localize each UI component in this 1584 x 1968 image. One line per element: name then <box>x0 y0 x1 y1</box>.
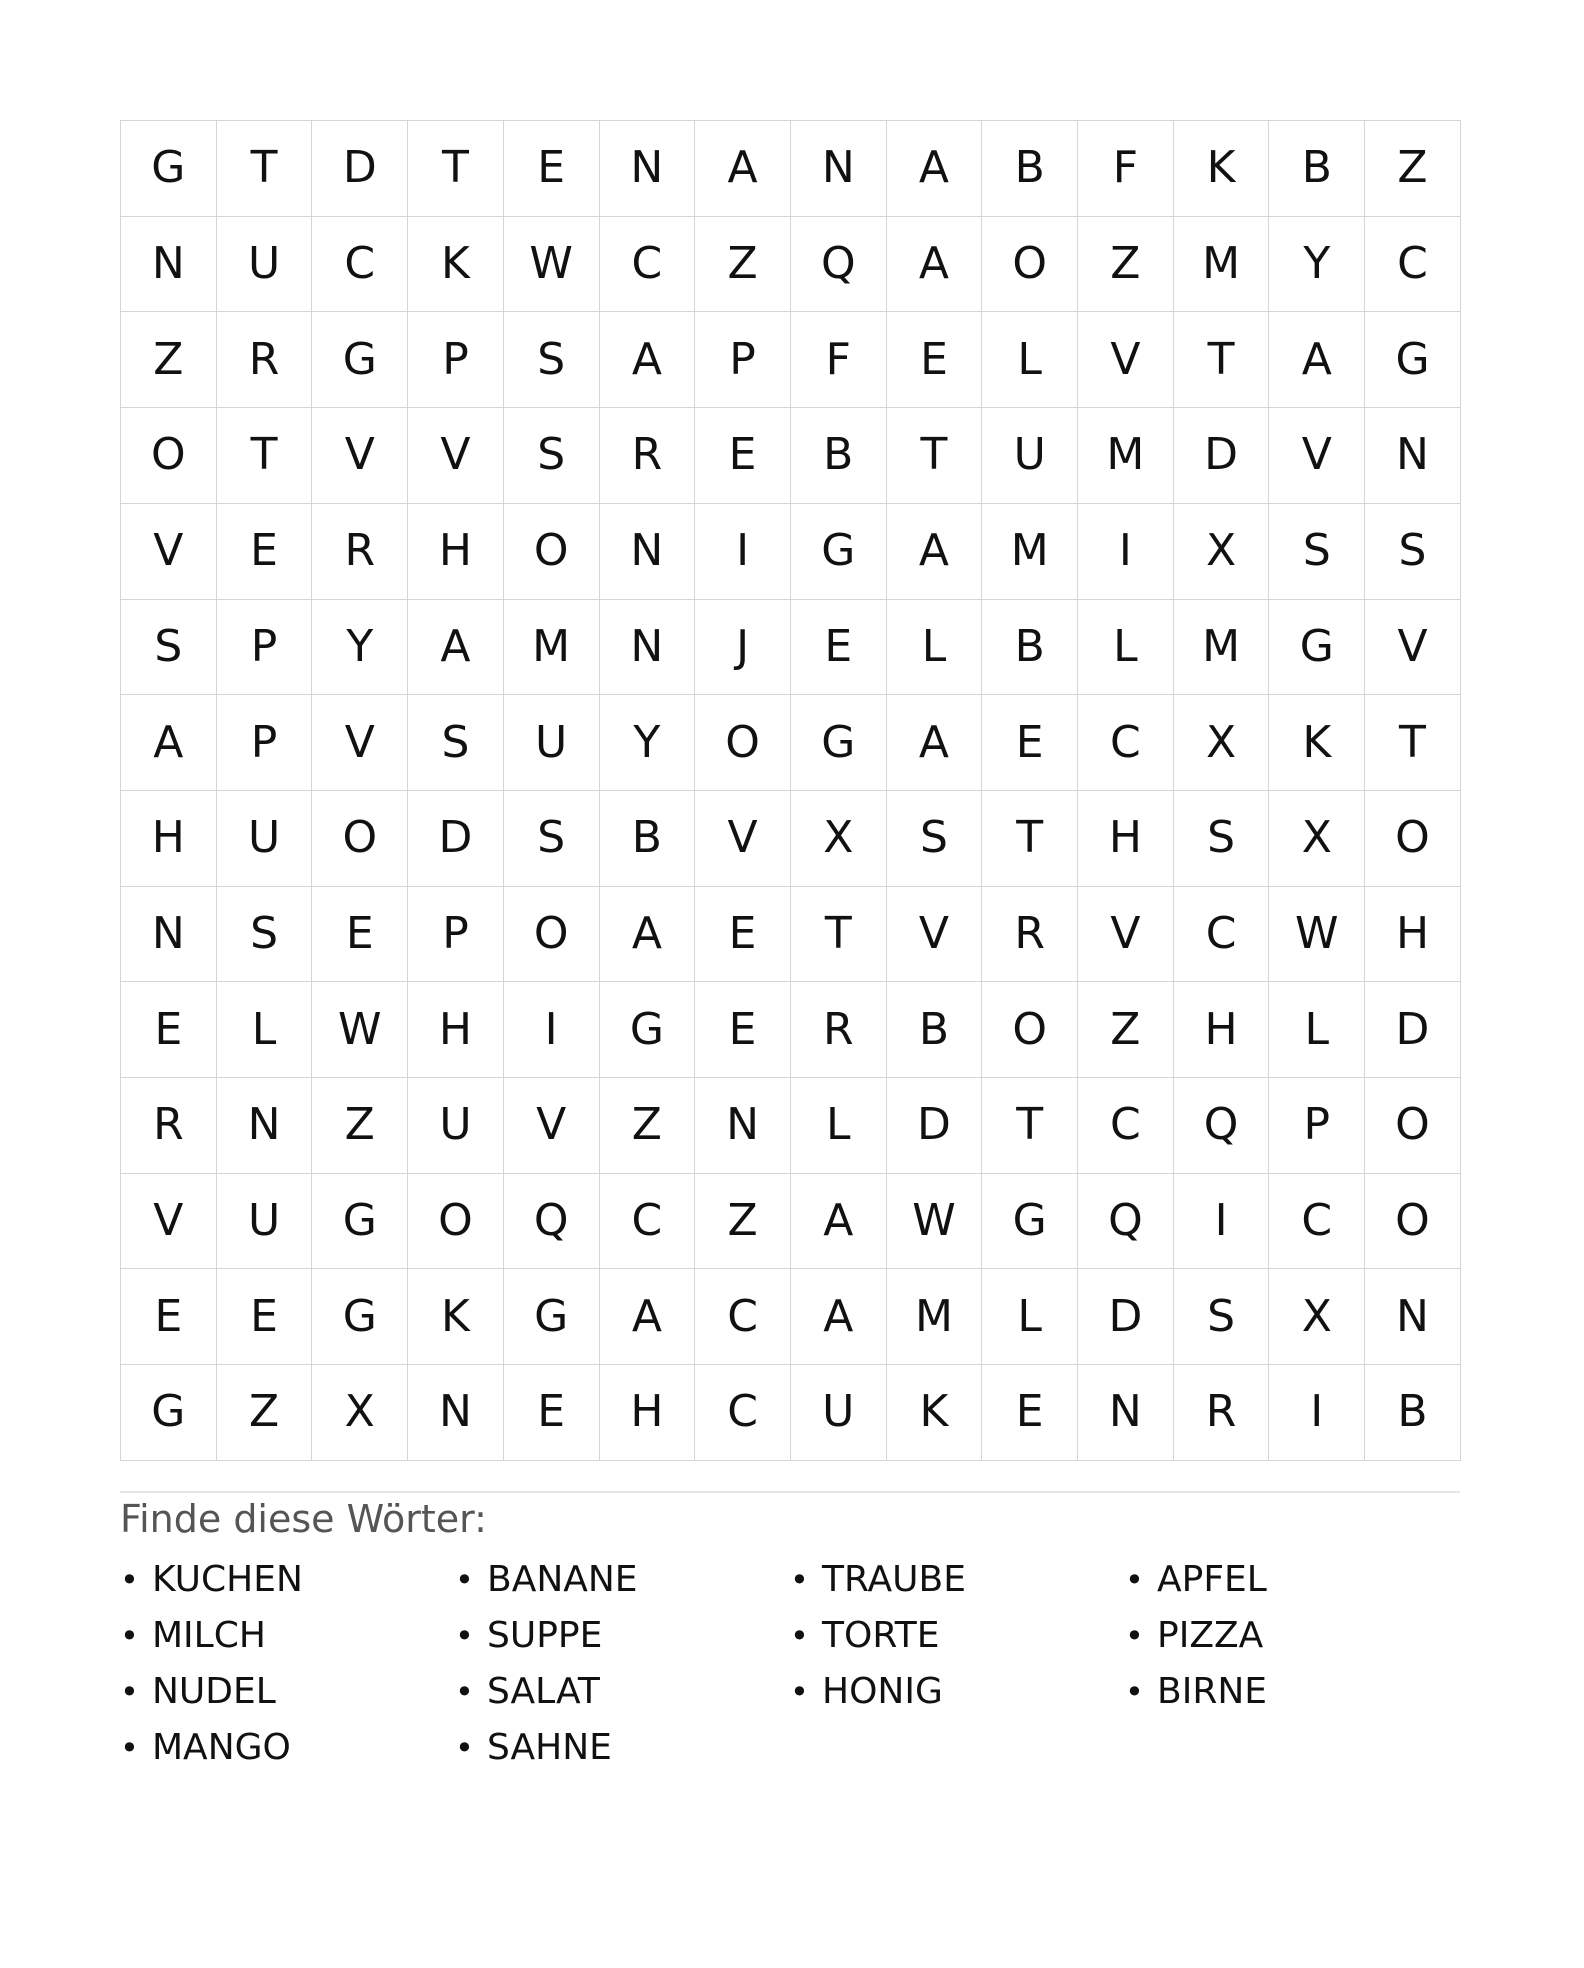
grid-cell[interactable]: R <box>312 504 408 600</box>
grid-cell[interactable]: A <box>791 1174 887 1270</box>
grid-cell[interactable]: O <box>121 408 217 504</box>
grid-cell[interactable]: A <box>695 121 791 217</box>
bullet-icon: • <box>1125 1673 1144 1712</box>
grid-cell[interactable]: G <box>982 1174 1078 1270</box>
grid-cell[interactable]: G <box>312 1269 408 1365</box>
grid-cell[interactable]: L <box>1269 982 1365 1078</box>
grid-cell[interactable]: X <box>312 1365 408 1461</box>
grid-cell[interactable]: L <box>217 982 313 1078</box>
grid-cell[interactable]: I <box>1078 504 1174 600</box>
grid-cell[interactable]: A <box>600 312 696 408</box>
grid-cell[interactable]: O <box>982 982 1078 1078</box>
grid-cell[interactable]: E <box>121 1269 217 1365</box>
grid-cell[interactable]: R <box>121 1078 217 1174</box>
grid-cell[interactable]: E <box>121 982 217 1078</box>
grid-cell[interactable]: N <box>121 887 217 983</box>
grid-cell[interactable]: P <box>1269 1078 1365 1174</box>
grid-cell[interactable]: B <box>1365 1365 1461 1461</box>
grid-cell[interactable]: K <box>408 217 504 313</box>
grid-cell[interactable]: N <box>1078 1365 1174 1461</box>
grid-cell[interactable]: E <box>312 887 408 983</box>
bullet-icon: • <box>790 1617 809 1656</box>
grid-cell[interactable]: T <box>1174 312 1270 408</box>
bullet-icon: • <box>790 1561 809 1600</box>
grid-cell[interactable]: P <box>217 600 313 696</box>
grid-cell[interactable]: Z <box>1078 982 1174 1078</box>
grid-cell[interactable]: T <box>887 408 983 504</box>
grid-cell[interactable]: C <box>1078 1078 1174 1174</box>
grid-cell[interactable]: T <box>217 408 313 504</box>
bullet-icon: • <box>1125 1561 1144 1600</box>
word-list-item <box>790 1664 1125 1720</box>
grid-cell[interactable]: N <box>791 121 887 217</box>
grid-cell[interactable]: S <box>504 408 600 504</box>
grid-cell[interactable]: A <box>1269 312 1365 408</box>
grid-cell[interactable]: Q <box>504 1174 600 1270</box>
grid-cell[interactable]: Q <box>791 217 887 313</box>
grid-cell[interactable]: S <box>504 312 600 408</box>
bullet-icon: • <box>120 1673 139 1712</box>
word-label: KUCHEN <box>152 1559 303 1601</box>
word-label: MILCH <box>152 1615 266 1657</box>
word-list <box>120 1552 1460 1776</box>
grid-cell[interactable]: L <box>1078 600 1174 696</box>
grid-cell[interactable]: E <box>504 1365 600 1461</box>
grid-cell[interactable]: R <box>600 408 696 504</box>
grid-cell[interactable]: N <box>121 217 217 313</box>
grid-cell[interactable]: M <box>1174 217 1270 313</box>
grid-cell[interactable]: S <box>217 887 313 983</box>
grid-cell[interactable]: S <box>887 791 983 887</box>
word-list-item <box>120 1720 455 1776</box>
word-label: APFEL <box>1157 1559 1267 1601</box>
grid-cell[interactable]: T <box>982 791 1078 887</box>
grid-cell[interactable]: B <box>600 791 696 887</box>
grid-cell[interactable]: A <box>887 121 983 217</box>
grid-cell[interactable]: M <box>1174 600 1270 696</box>
grid-cell[interactable]: F <box>1078 121 1174 217</box>
grid-cell[interactable]: Y <box>312 600 408 696</box>
grid-cell[interactable]: Y <box>1269 217 1365 313</box>
grid-cell[interactable]: V <box>312 695 408 791</box>
grid-cell[interactable]: J <box>695 600 791 696</box>
word-label: TRAUBE <box>822 1559 966 1601</box>
grid-cell[interactable]: I <box>1174 1174 1270 1270</box>
grid-cell[interactable]: G <box>791 504 887 600</box>
bullet-icon: • <box>790 1673 809 1712</box>
grid-cell[interactable]: P <box>408 312 504 408</box>
grid-cell[interactable]: X <box>1174 695 1270 791</box>
grid-cell[interactable]: P <box>695 312 791 408</box>
grid-cell[interactable]: O <box>312 791 408 887</box>
grid-cell[interactable]: A <box>791 1269 887 1365</box>
grid-cell[interactable]: N <box>1365 408 1461 504</box>
grid-cell[interactable]: O <box>504 887 600 983</box>
grid-cell[interactable]: S <box>121 600 217 696</box>
grid-cell[interactable]: A <box>887 504 983 600</box>
grid-cell[interactable]: N <box>600 504 696 600</box>
grid-cell[interactable]: E <box>695 408 791 504</box>
grid-cell[interactable]: I <box>504 982 600 1078</box>
word-list-item <box>790 1552 1125 1608</box>
bullet-icon: • <box>455 1617 474 1656</box>
grid-cell[interactable]: T <box>791 887 887 983</box>
grid-cell[interactable]: A <box>121 695 217 791</box>
grid-cell[interactable]: V <box>887 887 983 983</box>
grid-cell[interactable]: N <box>600 600 696 696</box>
word-list-item <box>120 1664 455 1720</box>
grid-cell[interactable]: E <box>791 600 887 696</box>
grid-cell[interactable]: S <box>1269 504 1365 600</box>
bullet-icon: • <box>120 1617 139 1656</box>
grid-cell[interactable]: V <box>1269 408 1365 504</box>
grid-cell[interactable]: H <box>121 791 217 887</box>
grid-cell[interactable]: H <box>408 982 504 1078</box>
grid-cell[interactable]: N <box>695 1078 791 1174</box>
grid-cell[interactable]: E <box>695 982 791 1078</box>
grid-cell[interactable]: K <box>1269 695 1365 791</box>
grid-cell[interactable]: S <box>504 791 600 887</box>
grid-cell[interactable]: R <box>982 887 1078 983</box>
grid-cell[interactable]: G <box>121 121 217 217</box>
grid-cell[interactable]: C <box>1269 1174 1365 1270</box>
grid-cell[interactable]: H <box>1365 887 1461 983</box>
divider <box>120 1491 1460 1493</box>
grid-cell[interactable]: C <box>600 1174 696 1270</box>
grid-cell[interactable]: N <box>408 1365 504 1461</box>
grid-cell[interactable]: Y <box>600 695 696 791</box>
grid-cell[interactable]: Q <box>1174 1078 1270 1174</box>
bullet-icon: • <box>455 1561 474 1600</box>
grid-cell[interactable]: V <box>1078 887 1174 983</box>
grid-cell[interactable]: Z <box>1365 121 1461 217</box>
grid-cell[interactable]: W <box>504 217 600 313</box>
grid-cell[interactable]: M <box>887 1269 983 1365</box>
grid-cell[interactable]: G <box>791 695 887 791</box>
grid-cell[interactable]: H <box>1174 982 1270 1078</box>
grid-cell[interactable]: U <box>217 791 313 887</box>
grid-cell[interactable]: A <box>887 217 983 313</box>
word-list-item <box>790 1608 1125 1664</box>
grid-cell[interactable]: N <box>217 1078 313 1174</box>
grid-cell[interactable]: R <box>217 312 313 408</box>
grid-cell[interactable]: M <box>1078 408 1174 504</box>
grid-cell[interactable]: B <box>791 408 887 504</box>
grid-cell[interactable]: G <box>312 1174 408 1270</box>
word-label: SUPPE <box>487 1615 603 1657</box>
grid-cell[interactable]: Q <box>1078 1174 1174 1270</box>
grid-cell[interactable]: E <box>695 887 791 983</box>
word-label: BIRNE <box>1157 1671 1268 1713</box>
grid-cell[interactable]: U <box>217 1174 313 1270</box>
grid-cell[interactable]: A <box>600 1269 696 1365</box>
grid-cell[interactable]: C <box>695 1269 791 1365</box>
word-list-section <box>120 1495 1460 1776</box>
word-list-item <box>1125 1552 1460 1608</box>
grid-cell[interactable]: K <box>887 1365 983 1461</box>
grid-cell[interactable]: I <box>695 504 791 600</box>
grid-cell[interactable]: E <box>504 121 600 217</box>
grid-cell[interactable]: O <box>982 217 1078 313</box>
grid-cell[interactable]: L <box>982 312 1078 408</box>
grid-cell[interactable]: H <box>600 1365 696 1461</box>
word-list-item <box>455 1552 790 1608</box>
grid-cell[interactable]: V <box>1078 312 1174 408</box>
grid-cell[interactable]: O <box>504 504 600 600</box>
grid-cell[interactable]: X <box>791 791 887 887</box>
grid-cell[interactable]: G <box>1365 312 1461 408</box>
grid-cell[interactable]: B <box>1269 121 1365 217</box>
grid-cell[interactable]: G <box>1269 600 1365 696</box>
grid-cell[interactable]: F <box>791 312 887 408</box>
grid-cell[interactable]: B <box>887 982 983 1078</box>
bullet-icon: • <box>1125 1617 1144 1656</box>
grid-cell[interactable]: U <box>217 217 313 313</box>
bullet-icon: • <box>120 1561 139 1600</box>
grid-cell[interactable]: R <box>1174 1365 1270 1461</box>
grid-cell[interactable]: V <box>408 408 504 504</box>
word-list-item <box>1125 1664 1460 1720</box>
grid-cell[interactable]: B <box>982 600 1078 696</box>
grid-cell[interactable]: N <box>600 121 696 217</box>
grid-cell[interactable]: V <box>504 1078 600 1174</box>
grid-cell[interactable]: T <box>982 1078 1078 1174</box>
word-list-item <box>455 1608 790 1664</box>
grid-cell[interactable]: I <box>1269 1365 1365 1461</box>
grid-cell[interactable]: E <box>217 1269 313 1365</box>
word-label: BANANE <box>487 1559 638 1601</box>
grid-cell[interactable]: D <box>1078 1269 1174 1365</box>
grid-cell[interactable]: L <box>791 1078 887 1174</box>
word-label: PIZZA <box>1157 1615 1264 1657</box>
grid-cell[interactable]: Z <box>600 1078 696 1174</box>
grid-cell[interactable]: D <box>1365 982 1461 1078</box>
grid-cell[interactable]: D <box>312 121 408 217</box>
grid-cell[interactable]: G <box>600 982 696 1078</box>
grid-cell[interactable]: G <box>504 1269 600 1365</box>
grid-cell[interactable]: U <box>982 408 1078 504</box>
grid-cell[interactable]: V <box>695 791 791 887</box>
grid-cell[interactable]: T <box>408 121 504 217</box>
bullet-icon: • <box>455 1673 474 1712</box>
grid-cell[interactable]: O <box>1365 791 1461 887</box>
letter-grid <box>120 120 1461 1461</box>
grid-cell[interactable]: H <box>408 504 504 600</box>
grid-cell[interactable]: H <box>1078 791 1174 887</box>
grid-cell[interactable]: L <box>887 600 983 696</box>
word-list-item <box>455 1664 790 1720</box>
word-label: NUDEL <box>152 1671 276 1713</box>
grid-cell[interactable]: Z <box>312 1078 408 1174</box>
grid-cell[interactable]: G <box>121 1365 217 1461</box>
grid-cell[interactable]: P <box>217 695 313 791</box>
grid-cell[interactable]: C <box>312 217 408 313</box>
grid-cell[interactable]: V <box>312 408 408 504</box>
grid-cell[interactable]: M <box>982 504 1078 600</box>
grid-cell[interactable]: O <box>1365 1174 1461 1270</box>
grid-cell[interactable]: Z <box>121 312 217 408</box>
grid-cell[interactable]: S <box>1174 791 1270 887</box>
grid-cell[interactable]: E <box>217 504 313 600</box>
grid-cell[interactable]: S <box>1365 504 1461 600</box>
grid-cell[interactable]: Z <box>695 1174 791 1270</box>
grid-cell[interactable]: C <box>600 217 696 313</box>
grid-cell[interactable]: T <box>1365 695 1461 791</box>
grid-cell[interactable]: G <box>312 312 408 408</box>
grid-cell[interactable]: D <box>1174 408 1270 504</box>
grid-cell[interactable]: A <box>887 695 983 791</box>
grid-cell[interactable]: N <box>1365 1269 1461 1365</box>
grid-cell[interactable]: Z <box>217 1365 313 1461</box>
word-list-item <box>120 1608 455 1664</box>
grid-cell[interactable]: E <box>887 312 983 408</box>
grid-cell[interactable]: E <box>982 1365 1078 1461</box>
grid-cell[interactable]: X <box>1269 1269 1365 1365</box>
grid-cell[interactable]: O <box>1365 1078 1461 1174</box>
grid-cell[interactable]: O <box>695 695 791 791</box>
grid-cell[interactable]: C <box>1365 217 1461 313</box>
word-list-item <box>120 1552 455 1608</box>
grid-cell[interactable]: Z <box>1078 217 1174 313</box>
grid-cell[interactable]: C <box>1078 695 1174 791</box>
grid-cell[interactable]: U <box>504 695 600 791</box>
word-label: TORTE <box>822 1615 940 1657</box>
grid-cell[interactable]: V <box>121 1174 217 1270</box>
grid-cell[interactable]: P <box>408 887 504 983</box>
grid-cell[interactable]: U <box>408 1078 504 1174</box>
grid-cell[interactable]: S <box>1174 1269 1270 1365</box>
grid-cell[interactable]: E <box>982 695 1078 791</box>
word-list-title: Finde diese Wörter: <box>120 1496 487 1541</box>
word-label: SAHNE <box>487 1727 612 1769</box>
grid-cell[interactable]: B <box>982 121 1078 217</box>
grid-cell[interactable]: M <box>504 600 600 696</box>
word-label: HONIG <box>822 1671 943 1713</box>
grid-cell[interactable]: R <box>791 982 887 1078</box>
grid-cell[interactable]: U <box>791 1365 887 1461</box>
grid-cell[interactable]: X <box>1174 504 1270 600</box>
grid-cell[interactable]: S <box>408 695 504 791</box>
grid-cell[interactable]: D <box>887 1078 983 1174</box>
grid-cell[interactable]: V <box>1365 600 1461 696</box>
grid-cell[interactable]: W <box>1269 887 1365 983</box>
word-list-item <box>1125 1608 1460 1664</box>
grid-cell[interactable]: Z <box>695 217 791 313</box>
grid-cell[interactable]: L <box>982 1269 1078 1365</box>
grid-cell[interactable]: T <box>217 121 313 217</box>
grid-cell[interactable]: A <box>408 600 504 696</box>
grid-cell[interactable]: C <box>1174 887 1270 983</box>
bullet-icon: • <box>455 1729 474 1768</box>
word-label: SALAT <box>487 1671 600 1713</box>
grid-cell[interactable]: C <box>695 1365 791 1461</box>
grid-cell[interactable]: W <box>887 1174 983 1270</box>
word-search-puzzle <box>120 120 1460 1776</box>
grid-cell[interactable]: O <box>408 1174 504 1270</box>
word-list-item <box>455 1720 790 1776</box>
grid-cell[interactable]: D <box>408 791 504 887</box>
grid-cell[interactable]: W <box>312 982 408 1078</box>
word-label: MANGO <box>152 1727 291 1769</box>
grid-cell[interactable]: K <box>408 1269 504 1365</box>
grid-cell[interactable]: V <box>121 504 217 600</box>
grid-cell[interactable]: X <box>1269 791 1365 887</box>
grid-cell[interactable]: K <box>1174 121 1270 217</box>
grid-cell[interactable]: A <box>600 887 696 983</box>
bullet-icon: • <box>120 1729 139 1768</box>
